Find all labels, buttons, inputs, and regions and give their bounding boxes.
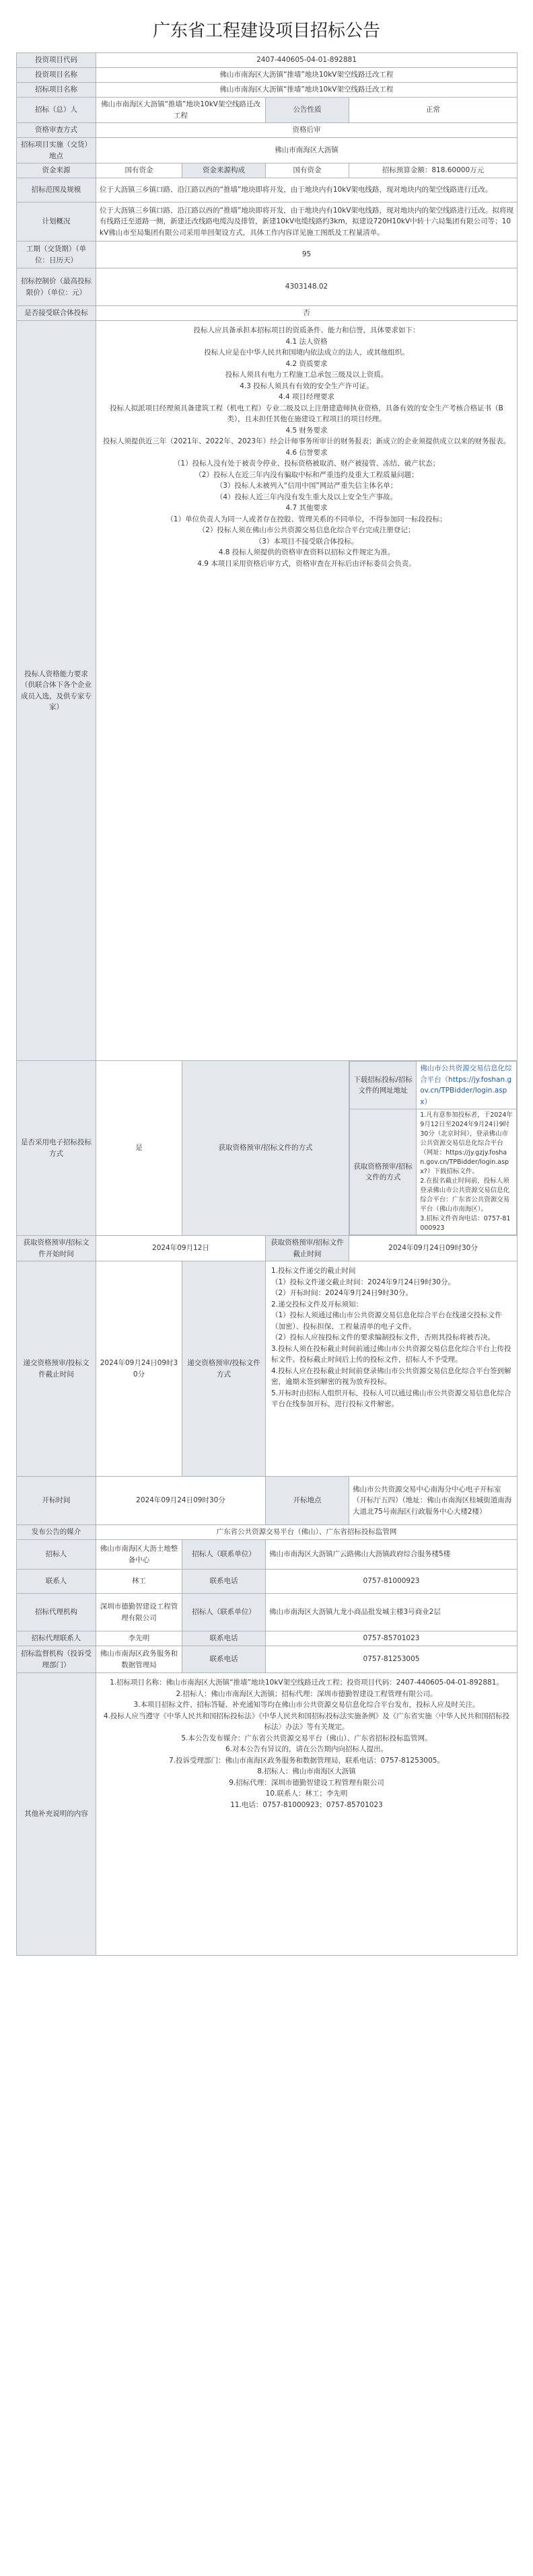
row-contact-person	[17, 1570, 518, 1594]
value-submit-method: 1.投标文件递交的截止时间 （1）投标文件递交截止时间：2024年9月24日9时30分。 （2）开标时间：2024年9月24日9时30分。 2.递交投标文件及开标须知： （1）投标人须通过佛山市公共资源交易信息化综合平台在线递交投标文件（加密）、投标担保、工程量清单的电子文件。 （2）投标人应按投标文件的要求编制投标文件，否则其投标将被否决。 3.投标人须在投标截止时间前通过佛山市公共资源交易信息化综合平台上传投标文件。投标截止时间后上传的投标文件，招标人不予受理。 4.投标人应在投标截止时间前登录佛山市公共资源交易信息化综合平台签到解密，逾期未签到解密的视为放弃投标。 5.开标时由招标人组织开标，投标人可以通过佛山市公共资源交易信息化综合平台在线参加开标，进行投标文件解密。	[266, 1261, 518, 1477]
label-announce-nature: 公告性质	[266, 98, 349, 123]
value-contact-unit: 佛山市南海区大沥土地整备中心	[96, 1540, 182, 1570]
label-other: 其他补充说明的内容	[17, 1673, 96, 1956]
value-get-doc-end: 2024年09月24日09时30分	[349, 1236, 518, 1261]
value-supervisor-phone: 0757-81253005	[266, 1646, 518, 1673]
value-download-url[interactable]: 佛山市公共资源交易信息化综合平台（https://jy.foshan.gov.cn/TPBidder/login.aspx）	[417, 1062, 517, 1109]
row-period	[17, 242, 518, 268]
value-name: 佛山市南海区大沥镇“推墙”地块10kV架空线路迁改工程	[96, 68, 518, 83]
label-fund-nature: 资金来源构成	[182, 163, 266, 178]
label-contact-tenderer: 招标人	[17, 1540, 96, 1570]
row-open	[17, 1477, 518, 1525]
e-bid-detail	[349, 1061, 518, 1236]
label-plan: 计划概况	[17, 203, 96, 242]
row-agency-contact	[17, 1631, 518, 1646]
value-section: 佛山市南海区大沥镇“推墙”地块10kV架空线路迁改工程	[96, 98, 266, 123]
label-fund-source: 资金来源	[17, 163, 96, 178]
row-approval	[17, 123, 518, 138]
label-agency: 招标代理机构	[17, 1594, 96, 1631]
row-publish-media	[17, 1525, 518, 1540]
row-code	[17, 53, 518, 68]
row-supervisor	[17, 1646, 518, 1673]
value-qualification: 投标人应具备承担本招标项目的资质条件、能力和信誉，具体要求如下： 4.1 法人资格 投标人应是在中华人民共和国境内依法成立的法人，或其他组织。 4.2 资质要求 投标人须具有电力工程施工总承包三级及以上资质。 4.3 投标人须具有有效的安全生产许可证。 4.4 项目经理要求 投标人拟派项目经理须具备建筑工程（机电工程）专业二级及以上注册建造师执业资格，具备有效的安全生产考核合格证书（B类），且未担任其他在施建设工程项目的项目经理。 4.5 财务要求 投标人须提供近三年（2021年、2022年、2023年）经会计师事务所审计的财务报表；新成立的企业须提供成立以来的财务报表。 4.6 信誉要求 （1）投标人没有处于被责令停业、投标资格被取消、财产被接管、冻结、破产状态； （2）投标人在近三年内没有骗取中标和严重违约及重大工程质量问题； （3）投标人未被列入“信用中国”网站严重失信主体名单； （4）投标人近三年内没有发生重大及以上安全生产事故。 4.7 其他要求 （1）单位负责人为同一人或者存在控股、管理关系的不同单位，不得参加同一标段投标； （2）投标人须在佛山市公共资源交易信息化综合平台完成注册登记； （3）本项目不接受联合体投标。 4.8 投标人须提供的资格审查资料以招标文件规定为准。 4.9 本项目采用资格后审方式，资格审查在开标后由评标委员会负责。	[96, 321, 518, 1061]
value-is-online: 否	[96, 306, 518, 321]
value-supervisor: 佛山市南海区政务服务和数据管理局	[96, 1646, 182, 1673]
value-contact-unit-address: 佛山市南海区大沥镇广云路佛山大沥镇政府综合服务楼5楼	[266, 1540, 518, 1570]
label-supervisor-phone: 联系电话	[182, 1646, 266, 1673]
label-tenderer: 招标（总）人	[17, 98, 96, 123]
label-agency-phone: 联系电话	[182, 1631, 266, 1646]
value-e-bid: 是	[96, 1061, 182, 1236]
label-scope: 招标范围及规模	[17, 178, 96, 203]
row-is-online	[17, 306, 518, 321]
value-location: 佛山市南海区大沥镇	[96, 138, 518, 163]
label-approval: 资格审查方式	[17, 123, 96, 138]
value-open-time: 2024年09月24日09时30分	[96, 1477, 266, 1525]
label-agency-contact: 招标代理联系人	[17, 1631, 96, 1646]
label-contact-unit: 招标人（联系单位）	[182, 1540, 266, 1570]
label-period: 工期（交货期）（单位：日历天）	[17, 242, 96, 268]
value-code: 2407-440605-04-01-892881	[96, 53, 518, 68]
row-scope	[17, 178, 518, 203]
label-submit-deadline: 递交资格预审/投标文件截止时间	[17, 1261, 96, 1477]
label-is-online: 是否接受联合体投标	[17, 306, 96, 321]
label-e-bid: 是否采用电子招标投标方式	[17, 1061, 96, 1236]
value-period: 95	[96, 242, 518, 268]
value-get-doc: 1.凡有意参加投标者，于2024年9月12日至2024年9月24日9时30分（北京时间），登录佛山市公共资源交易信息化综合平台（网址：https://jy.gzjy.foshan.gov.cn/TPBidder/login.aspx?）下载招标文件。 2.在报名截止时间前，投标人须登录佛山市公共资源交易信息化综合平台：广东省公共资源交易平台（佛山市南海区）。 3.招标文件咨询电话：0757-81000923	[417, 1109, 517, 1235]
label-qualification: 投标人资格能力要求（供联合体下各个企业成员入选，及供专家专家）	[17, 321, 96, 1061]
value-publish-media: 广东省公共资源交易平台（佛山）、广东省招标投标监管网	[96, 1525, 518, 1540]
value-max-price: 4303148.02	[96, 268, 518, 306]
label-open-place: 开标地点	[266, 1477, 349, 1525]
value-budget: 招标预算金额：818.60000万元	[349, 163, 518, 178]
value-tender-name: 佛山市南海区大沥镇“推墙”地块10kV架空线路迁改工程	[96, 83, 518, 98]
label-contact-phone: 联系电话	[182, 1570, 266, 1594]
row-max-price	[17, 268, 518, 306]
label-publish-media: 发布公告的媒介	[17, 1525, 96, 1540]
row-other	[17, 1673, 518, 1956]
label-get-doc-method: 获取资格预审/招标文件的方式	[350, 1109, 417, 1235]
row-name	[17, 68, 518, 83]
e-bid-subtable	[349, 1061, 517, 1235]
value-agency: 深圳市德勤智建设工程管理有限公司	[96, 1594, 182, 1631]
value-announce-nature: 正常	[349, 98, 518, 123]
value-contact-phone: 0757-81000923	[266, 1570, 518, 1594]
row-get-doc-time	[17, 1236, 518, 1261]
announcement-table	[16, 52, 518, 1956]
label-submit-method: 递交资格预审/投标文件方式	[182, 1261, 266, 1477]
label-max-price: 招标控制价（最高投标限价）（单位：元）	[17, 268, 96, 306]
label-get-doc-end: 获取资格预审/招标文件截止时间	[266, 1236, 349, 1261]
value-fund-nature: 国有资金	[266, 163, 349, 178]
value-open-place: 佛山市公共资源交易中心南海分中心电子开标室（开标厅五四）（地址：佛山市南海区桂城街道南海大道北75号南海区行政服务中心大楼2楼）	[349, 1477, 518, 1525]
label-contact-person: 联系人	[17, 1570, 96, 1594]
value-agency-address: 佛山市南海区大沥镇九龙小商品批发城主楼3号商业2层	[266, 1594, 518, 1631]
label-location: 招标项目实施（交货）地点	[17, 138, 96, 163]
value-submit-deadline: 2024年09月24日09时30分	[96, 1261, 182, 1477]
value-other: 1.招标项目名称：佛山市南海区大沥镇“推墙”地块10kV架空线路迁改工程；投资项目代码：2407-440605-04-01-892881。 2.招标人：佛山市南海区大沥镇；招标代理：深圳市德勤智建设工程管理有限公司。 3.本项目招标文件、招标答疑、补充通知等均在佛山市公共资源交易信息化综合平台发布，投标人应及时关注。 4.投标人应当遵守《中华人民共和国招标投标法》《中华人民共和国招标投标法实施条例》及《广东省实施〈中华人民共和国招标投标法〉办法》等有关规定。 5.本公告发布媒介：广东省公共资源交易平台（佛山）、广东省招标投标监管网。 6.对本公告有异议的，请在公告期内向招标人提出。 7.投诉受理部门：佛山市南海区政务服务和数据管理局，联系电话：0757-81253005。 8.招标人：佛山市南海区大沥镇 9.招标代理：深圳市德勤智建设工程管理有限公司 10.联系人：林工；李先明 11.电话：0757-81000923；0757-85701023	[96, 1673, 518, 1956]
row-plan	[17, 203, 518, 242]
value-contact-person: 林工	[96, 1570, 182, 1594]
label-tender-name: 招标项目名称	[17, 83, 96, 98]
value-scope: 位于大沥镇三乡镇口路、沿江路以西的“推墙”地块即将开发，由于地块内有10kV架电线路，现对地块内的架空线路进行迁改。	[96, 178, 518, 203]
value-get-doc-start: 2024年09月12日	[96, 1236, 266, 1261]
label-code: 投资项目代码	[17, 53, 96, 68]
label-get-doc: 获取资格预审/招标文件的方式	[182, 1061, 349, 1236]
label-name: 投资项目名称	[17, 68, 96, 83]
value-agency-phone: 0757-85701023	[266, 1631, 518, 1646]
row-location	[17, 138, 518, 163]
label-get-doc-time: 获取资格预审/招标文件开始时间	[17, 1236, 96, 1261]
row-e-bid	[17, 1061, 518, 1236]
value-plan: 位于大沥镇三乡镇口路、沿江路以西的“推墙”地块即将开发，由于地块内有10kV架电线路，现对地块内的架空线路进行迁改。拟将现有线路迁至道路一侧，新建迁改线路电缆沟及排管，新建10kV电缆线路约3km，拟建设720H10kV中转十六局集团有限公司等；10kV佛山市至局集团有限公司采用单回架设方式，具体工作内容详见施工图纸及工程量清单。	[96, 203, 518, 242]
value-fund-source: 国有资金	[96, 163, 182, 178]
value-approval: 资格后审	[96, 123, 518, 138]
row-contact-unit	[17, 1540, 518, 1570]
row-tender-name	[17, 83, 518, 98]
row-agency	[17, 1594, 518, 1631]
label-supervisor: 招标监督机构（投诉受理部门）	[17, 1646, 96, 1673]
row-submit	[17, 1261, 518, 1477]
row-fund	[17, 163, 518, 178]
label-open-time: 开标时间	[17, 1477, 96, 1525]
row-qualification	[17, 321, 518, 1061]
label-download-addr: 下载招标投标/招标文件的网址地址	[350, 1062, 417, 1109]
page-title: 广东省工程建设项目招标公告	[152, 21, 380, 41]
value-agency-person: 李先明	[96, 1631, 182, 1646]
label-agency-unit: 招标人（联系单位）	[182, 1594, 266, 1631]
row-section	[17, 98, 518, 123]
